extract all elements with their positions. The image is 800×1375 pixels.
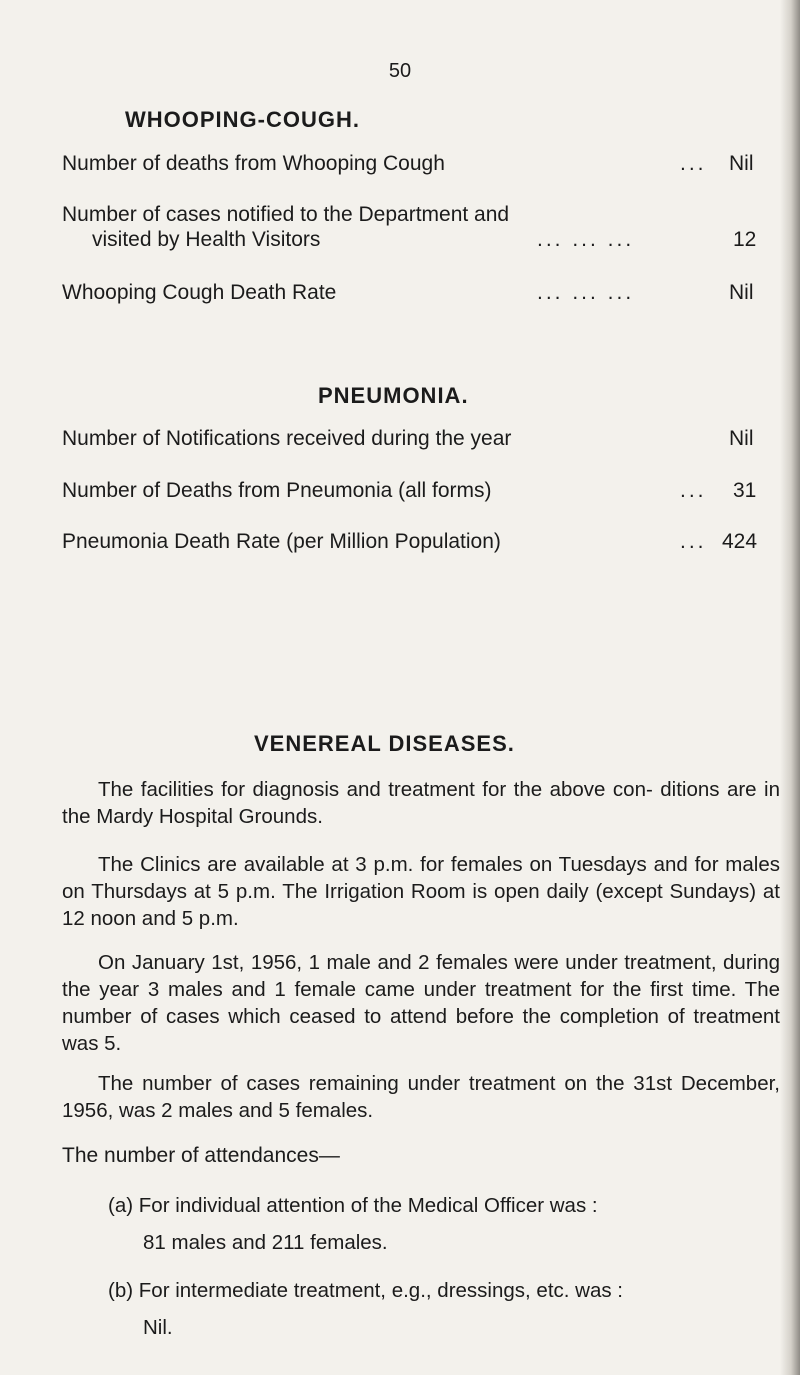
attendance-item-a-value: 81 males and 211 females. [143, 1231, 388, 1254]
pneumonia-rate-label: Pneumonia Death Rate (per Million Population) [62, 530, 501, 553]
attendance-item-b-text: For intermediate treatment, e.g., dressings, etc. was : [138, 1279, 623, 1302]
page-number: 50 [388, 60, 412, 82]
venereal-paragraph-3-text: On January 1st, 1956, 1 male and 2 females were under treatment, during the year 3 males and 1 female came under treatment for the first time. The number of cases which ceased to attend before the completion of treatment was 5. [62, 951, 780, 1055]
attendance-item-b-value: Nil. [143, 1316, 173, 1339]
pneumonia-notifications-label: Number of Notifications received during the year [62, 427, 512, 450]
attendance-item-a-marker: (a) [108, 1194, 134, 1217]
whooping-deaths-label: Number of deaths from Whooping Cough [62, 152, 445, 175]
attendances-intro: The number of attendances— [62, 1144, 340, 1167]
whooping-cases-dots: ... ... ... [537, 228, 635, 251]
venereal-paragraph-3 [62, 949, 780, 1057]
attendance-item-b [108, 1272, 623, 1346]
venereal-paragraph-2 [62, 851, 780, 932]
whooping-cases-label-cont: visited by Health Visitors [92, 228, 321, 251]
attendance-item-a [108, 1187, 598, 1261]
whooping-cases-label: Number of cases notified to the Department and [62, 203, 510, 226]
whooping-rate-value: Nil [729, 281, 754, 304]
venereal-paragraph-4 [62, 1070, 780, 1124]
pneumonia-deaths-label: Number of Deaths from Pneumonia (all forms) [62, 479, 492, 502]
pneumonia-notifications-value: Nil [729, 427, 754, 450]
pneumonia-rate-dots: ... [680, 530, 707, 553]
attendance-item-a-text: For individual attention of the Medical Officer was : [138, 1194, 598, 1217]
whooping-cough-heading: WHOOPING-COUGH. [125, 107, 360, 132]
whooping-deaths-value: Nil [729, 152, 754, 175]
page-edge-shadow [780, 0, 800, 1375]
venereal-paragraph-4-text: The number of cases remaining under treatment on the 31st December, 1956, was 2 males and 5 females. [62, 1072, 780, 1122]
pneumonia-heading: PNEUMONIA. [318, 383, 469, 408]
pneumonia-rate-value: 424 [722, 530, 758, 553]
venereal-paragraph-1-text: The facilities for diagnosis and treatment for the above con- ditions are in the Mardy Hospital Grounds. [62, 778, 780, 828]
venereal-paragraph-1 [62, 776, 780, 830]
whooping-cases-value: 12 [733, 228, 757, 251]
pneumonia-deaths-dots: ... [680, 479, 707, 502]
venereal-heading: VENEREAL DISEASES. [254, 731, 515, 756]
whooping-deaths-dots: ... [680, 152, 707, 175]
whooping-rate-dots: ... ... ... [537, 281, 635, 304]
venereal-paragraph-2-text: The Clinics are available at 3 p.m. for females on Tuesdays and for males on Thursdays at 5 p.m. The Irrigation Room is open daily (except Sundays) at 12 noon and 5 p.m. [62, 853, 780, 930]
attendance-item-b-marker: (b) [108, 1279, 134, 1302]
pneumonia-deaths-value: 31 [733, 479, 757, 502]
whooping-rate-label: Whooping Cough Death Rate [62, 281, 337, 304]
